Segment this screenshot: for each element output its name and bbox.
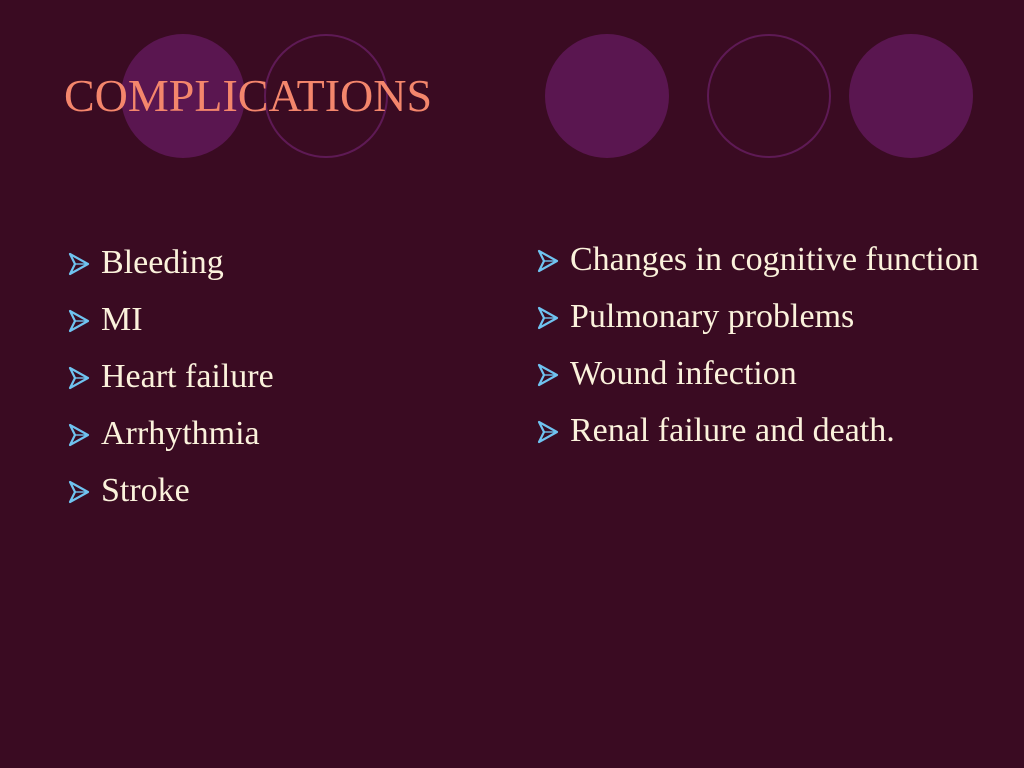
arrow-bullet-icon — [535, 419, 561, 445]
left-bullet-list — [64, 240, 484, 525]
right-bullet-list — [533, 237, 983, 465]
list-item-label: Wound infection — [570, 355, 797, 392]
arrow-bullet-icon — [66, 479, 92, 505]
list-item — [64, 468, 484, 514]
slide-title: COMPLICATIONS — [64, 70, 433, 121]
arrow-bullet-icon — [66, 365, 92, 391]
arrow-bullet-icon — [535, 362, 561, 388]
list-item-label: Changes in cognitive function — [570, 241, 979, 278]
list-item-label: Bleeding — [101, 244, 224, 281]
list-item — [533, 294, 983, 340]
list-item — [64, 240, 484, 286]
list-item — [533, 408, 983, 454]
arrow-bullet-icon — [66, 308, 92, 334]
list-item-label: Heart failure — [101, 358, 274, 395]
list-item — [64, 411, 484, 457]
decorative-circle-filled — [849, 34, 973, 158]
arrow-bullet-icon — [66, 251, 92, 277]
list-item-label: Arrhythmia — [101, 415, 260, 452]
list-item — [64, 297, 484, 343]
arrow-bullet-icon — [66, 422, 92, 448]
list-item-label: Renal failure and death. — [570, 412, 895, 449]
list-item-label: Stroke — [101, 472, 190, 509]
arrow-bullet-icon — [535, 305, 561, 331]
list-item — [533, 237, 983, 283]
list-item-label: Pulmonary problems — [570, 298, 855, 335]
list-item — [64, 354, 484, 400]
list-item — [533, 351, 983, 397]
decorative-circle-filled — [545, 34, 669, 158]
arrow-bullet-icon — [535, 248, 561, 274]
decorative-circle-outline — [707, 34, 831, 158]
list-item-label: MI — [101, 301, 143, 338]
